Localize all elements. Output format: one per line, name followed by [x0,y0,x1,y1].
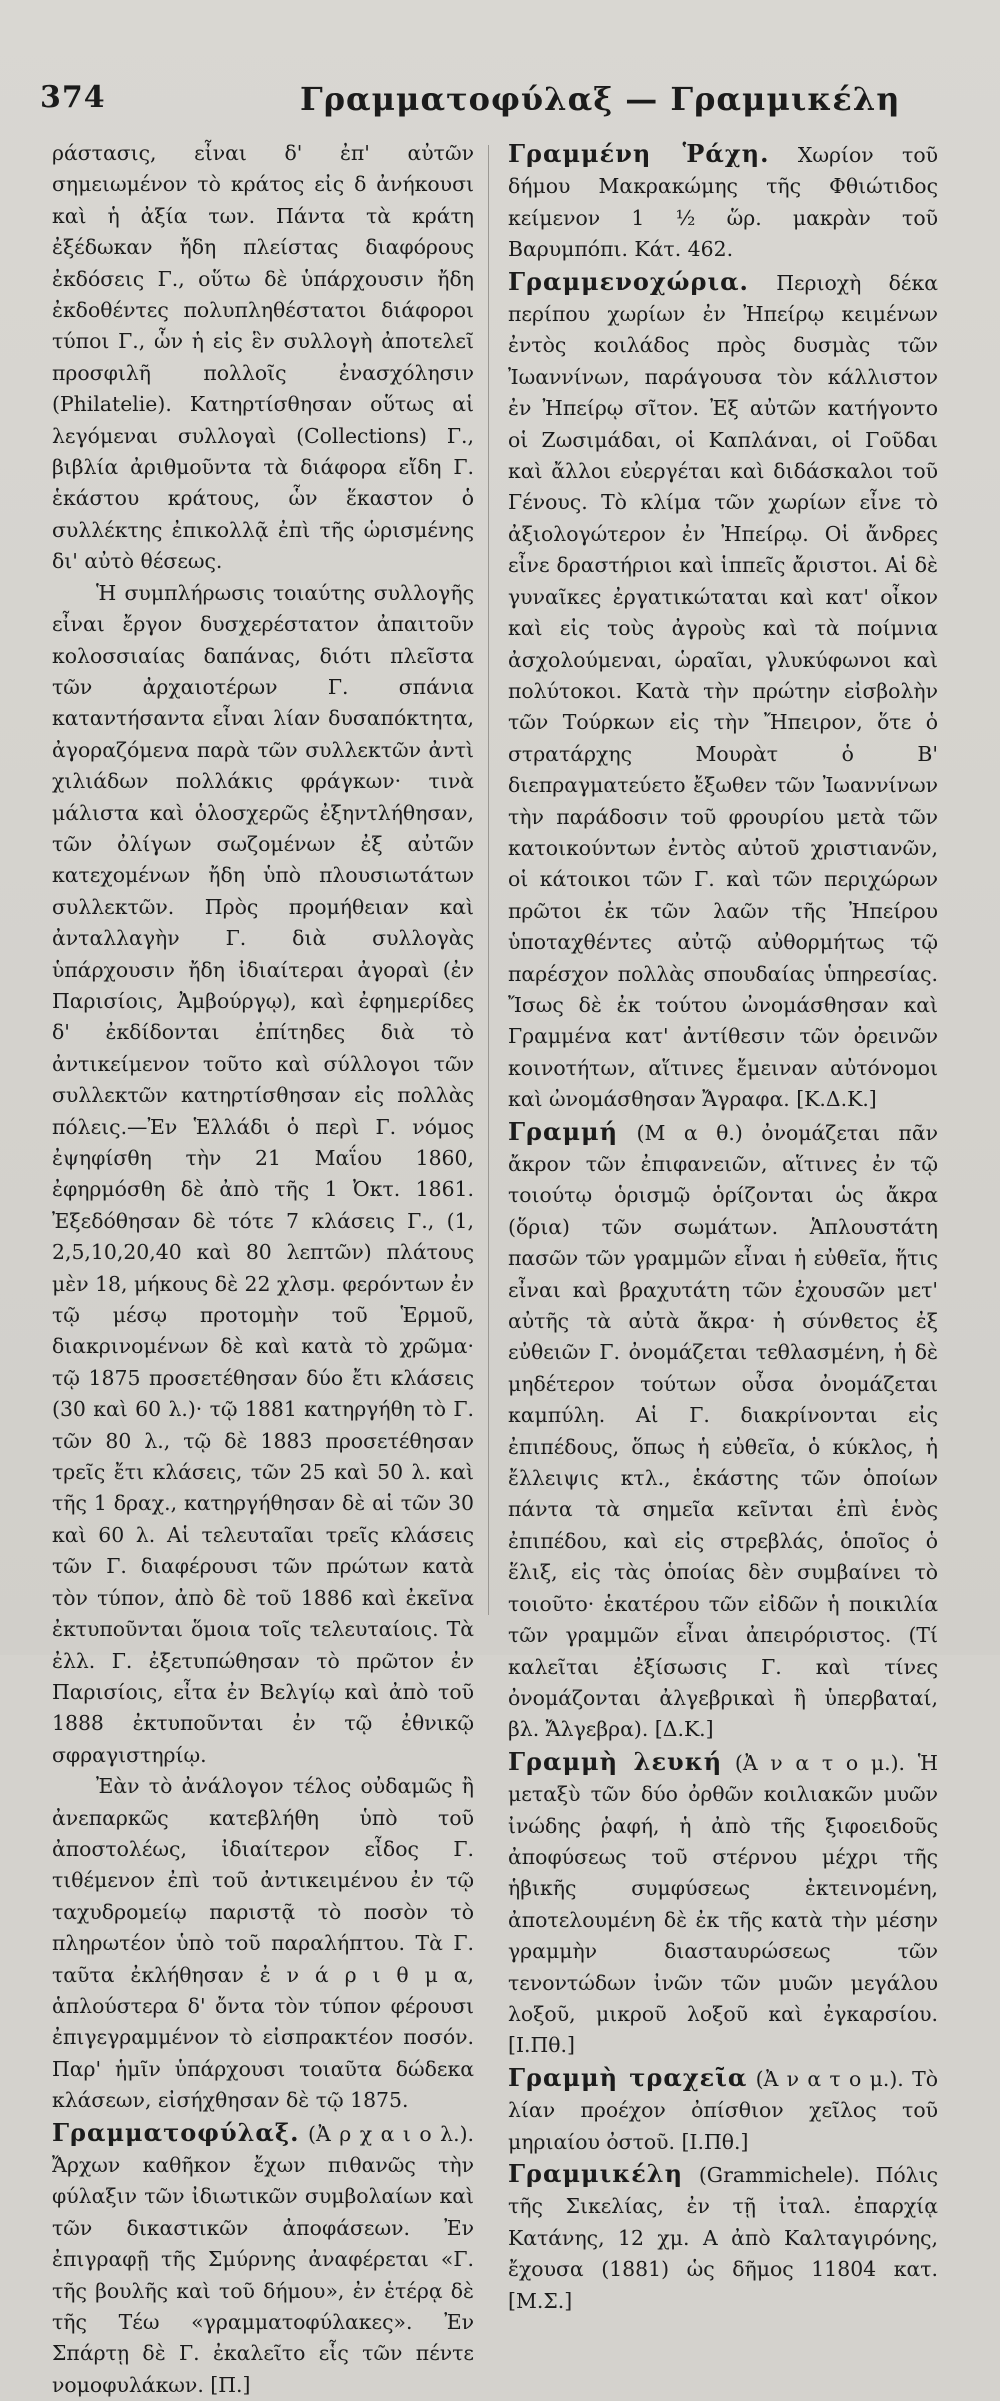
right-column [508,138,938,2317]
page-number: 374 [40,80,106,115]
column-divider [488,145,489,1615]
entry-lemma: Γραμμικέλη [508,2159,684,2188]
entry-lemma: Γραμμὴ λευκή [508,1746,723,1776]
entry-lemma: Γραμμή [508,1116,619,1146]
entry-lemma: Γραμματοφύλαξ. [52,2117,300,2147]
dictionary-entry [508,138,938,266]
entry-lemma: Γραμμενοχώρια. [508,266,749,296]
paragraph: ράστασις, εἶναι δ' ἐπ' αὐτῶν σημειωμένον τὸ κράτος εἰς δ ἀνήκουσι καὶ ἡ ἀξία των. Πάντα τὰ κράτη ἐξέδωκαν ἤδη πλείστας διαφόρους ἐκδόσεις Γ., οὕτω δὲ ὑπάρχουσιν ἤδη ἐκδοθέντες πολυπληθέστατοι διάφοροι τύποι Γ., ὧν ἡ εἰς ἓν συλλογὴ ἀποτελεῖ προσφιλῆ πολλοῖς ἐνασχόλησιν (Philatelie). Κατηρτίσθησαν οὕτως αἱ λεγόμεναι συλλογαὶ (Collections) Γ., βιβλία ἀριθμοῦντα τὰ διάφορα εἴδη Γ. ἑκάστου κράτους, ὧν ἕκαστον ὁ συλλέκτης ἐπικολλᾷ ἐπὶ τῆς ὡρισμένης δι' αὐτὸ θέσεως. [52,141,474,574]
dictionary-entry [508,2158,938,2317]
paragraph: Ἐὰν τὸ ἀνάλογον τέλος οὐδαμῶς ἢ ἀνεπαρκῶς κατεβλήθη ὑπὸ τοῦ ἀποστολέως, ἰδιαίτερον εἶδος Γ. τιθέμενον ἐπὶ τοῦ ἀντικειμένου ἐν τῷ ταχυδρομείῳ παριστᾷ τὸ ποσὸν τὸ πληρωτέον ὑπὸ τοῦ παραλήπτου. Τὰ Γ. ταῦτα ἐκλήθησαν ἐ ν ά ρ ι θ μ α, ἁπλούστερα δ' ὄντα τὸν τύπον φέρουσι ἐπιγεγραμμένον τὸ εἰσπρακτέον ποσόν. Παρ' ἡμῖν ὑπάρχουσι τοιαῦτα δώδεκα κλάσεων, εἰσήχθησαν δὲ τῷ 1875. [52,1774,474,2113]
dictionary-entry [508,266,938,1116]
page-header [40,80,970,130]
entry-body: (Ἀ ν α τ ο μ.). Τὸ λίαν προέχον ὀπίσθιον χεῖλος τοῦ μηριαίου ὀστοῦ. [Ι.Πθ.] [508,2066,938,2154]
entry-body: (Μ α θ.) ὀνομάζεται πᾶν ἄκρον τῶν ἐπιφανειῶν, αἵτινες ἐν τῷ τοιούτῳ ὁρισμῷ ὁρίζονται ὡς ἄκρα (ὅρια) τῶν σωμάτων. Ἁπλουστάτη πασῶν τῶν γραμμῶν εἶναι ἡ εὐθεῖα, ἥτις εἶναι καὶ βραχυτάτη τῶν ἐχουσῶν μετ' αὐτῆς τὰ αὐτὰ ἄκρα· ἡ σύνθετος ἐξ εὐθειῶν Γ. ὀνομάζεται τεθλασμένη, ἡ δὲ μηδέτερον τούτων οὖσα ὀνομάζεται καμπύλη. Αἱ Γ. διακρίνονται εἰς ἐπιπέδους, ὅπως ἡ εὐθεῖα, ὁ κύκλος, ἡ ἔλλειψις κτλ., ἑκάστης τῶν ὁποίων πάντα τὰ σημεῖα κεῖνται ἐπὶ ἑνὸς ἐπιπέδου, καὶ εἰς στρεβλάς, ὁποῖος ὁ ἕλιξ, εἰς τὰς ὁποίας δὲν συμβαίνει τὸ τοιοῦτο· ἑκατέρου τῶν εἰδῶν ἡ ποικιλία τῶν γραμμῶν εἶναι ἀπειρόριστος. (Τί καλεῖται ἐξίσωσις Γ. καὶ τίνες ὀνομάζονται ἀλγεβρικαὶ ἢ ὑπερβαταί, βλ. Ἄλγεβρα). [Δ.Κ.] [508,1120,938,1742]
left-column [52,138,474,2401]
dictionary-entry [508,1746,938,2062]
dictionary-entry [508,1116,938,1746]
dictionary-entry [508,2062,938,2158]
dictionary-entry [52,2117,474,2401]
entry-body: (Grammichele). Πόλις τῆς Σικελίας, ἐν τῇ ἰταλ. ἐπαρχίᾳ Κατάνης, 12 χμ. Α ἀπὸ Καλταγιρόνης, ἔχουσα (1881) ὡς δῆμος 11804 κατ. [Μ.Σ.] [508,2163,938,2313]
entry-body: (Ἀ ρ χ α ι ο λ.). Ἄρχων καθῆκον ἔχων πιθανῶς τὴν φύλαξιν τῶν ἰδιωτικῶν συμβολαίων καὶ τῶν δικαστικῶν ἀποφάσεων. Ἐν ἐπιγραφῇ τῆς Σμύρνης ἀναφέρεται «Γ. τῆς βουλῆς καὶ τοῦ δήμου», ἐν ἑτέρᾳ δὲ τῆς Τέω «γραμματοφύλακες». Ἐν Σπάρτῃ δὲ Γ. ἐκαλεῖτο εἷς τῶν πέντε νομοφυλάκων. [Π.] [52,2121,475,2397]
entry-lemma: Γραμμένη Ῥάχη. [508,139,770,168]
entry-body: Περιοχὴ δέκα περίπου χωρίων ἐν Ἠπείρῳ κειμένων ἐντὸς κοιλάδος πρὸς δυσμὰς τῶν Ἰωαννίνων, παράγουσα τὸν κάλλιστον ἐν Ἠπείρῳ σῖτον. Ἐξ αὐτῶν κατήγοντο οἱ Ζωσιμάδαι, οἱ Καπλάναι, οἱ Γοῦδαι καὶ ἄλλοι εὐεργέται καὶ διδάσκαλοι τοῦ Γένους. Τὸ κλίμα τῶν χωρίων εἶνε τὸ ἀξιολογώτερον ἐν Ἠπείρῳ. Οἱ ἄνδρες εἶνε δραστήριοι καὶ ἱππεῖς ἄριστοι. Αἱ δὲ γυναῖκες ἐργατικώταται καὶ κατ' οἶκον καὶ εἰς τοὺς ἀγροὺς καὶ τὰ ποίμνια ἀσχολούμεναι, ὡραῖαι, γλυκύφωνοι καὶ πολύτοκοι. Κατὰ τὴν πρώτην εἰσβολὴν τῶν Τούρκων εἰς τὴν Ἤπειρον, ὅτε ὁ στρατάρχης Μουρὰτ ὁ Β' διεπραγματεύετο ἔξωθεν τῶν Ἰωαννίνων τὴν παράδοσιν τοῦ φρουρίου μετὰ τῶν κατοικούντων ἐντὸς αὐτοῦ χριστιανῶν, οἱ κάτοικοι τῶν Γ. καὶ τῶν περιχώρων πρῶτοι ἐκ τῶν λαῶν τῆς Ἠπείρου ὑποταχθέντες αὐτῷ αὐθορμήτως τῷ παρέσχον πολλὰς σπουδαίας ὑπηρεσίας. Ἴσως δὲ ἐκ τούτου ὠνομάσθησαν καὶ Γραμμένα κατ' ἀντίθεσιν τῶν ὀρεινῶν κοινοτήτων, αἵτινες ἔμειναν αὐτόνομοι καὶ ὠνομάσθησαν Ἄγραφα. [Κ.Δ.Κ.] [508,270,939,1112]
entry-lemma: Γραμμὴ τραχεῖα [508,2062,748,2092]
paragraph: Ἡ συμπλήρωσις τοιαύτης συλλογῆς εἶναι ἔργον δυσχερέστατον ἀπαιτοῦν κολοσσιαίας δαπάνας, διότι πλεῖστα τῶν ἀρχαιοτέρων Γ. σπάνια καταντήσαντα εἶναι λίαν δυσαπόκτητα, ἀγοραζόμενα παρὰ τῶν συλλεκτῶν ἀντὶ χιλιάδων πολλάκις φράγκων· τινὰ μάλιστα καὶ ὁλοσχερῶς ἐξηντλήθησαν, τῶν ὀλίγων σωζομένων ἐξ αὐτῶν κατεχομένων ἤδη ὑπὸ πλουσιωτάτων συλλεκτῶν. Πρὸς προμήθειαν καὶ ἀνταλλαγὴν Γ. διὰ συλλογὰς ὑπάρχουσιν ἤδη ἰδιαίτεραι ἀγοραὶ (ἐν Παρισίοις, Ἀμβούργῳ), καὶ ἐφημερίδες δ' ἐκδίδονται ἐπίτηδες διὰ τὸ ἀντικείμενον τοῦτο καὶ σύλλογοι τῶν συλλεκτῶν κατηρτίσθησαν εἰς πολλὰς πόλεις.—Ἐν Ἑλλάδι ὁ περὶ Γ. νόμος ἐψηφίσθη τὴν 21 Μαΐου 1860, ἐφηρμόσθη δὲ ἀπὸ τῆς 1 Ὀκτ. 1861. Ἐξεδόθησαν δὲ τότε 7 κλάσεις Γ., (1, 2,5,10,20,40 καὶ 80 λεπτῶν) πλάτους μὲν 18, μήκους δὲ 22 χλσμ. φερόντων ἐν τῷ μέσῳ προτομὴν τοῦ Ἑρμοῦ, διακρινομένων δὲ καὶ κατὰ τὸ χρῶμα· τῷ 1875 προσετέθησαν δύο ἔτι κλάσεις (30 καὶ 60 λ.)· τῷ 1881 κατηργήθη τὸ Γ. τῶν 80 λ., τῷ δὲ 1883 προσετέθησαν τρεῖς ἔτι κλάσεις, τῶν 25 καὶ 50 λ. καὶ τῆς 1 δραχ., κατηργήθησαν δὲ αἱ τῶν 30 καὶ 60 λ. Αἱ τελευταῖαι τρεῖς κλάσεις τῶν Γ. διαφέρουσι τῶν πρώτων κατὰ τὸν τύπον, ἀπὸ δὲ τοῦ 1886 καὶ ἐκεῖνα ἐκτυποῦνται ὅμοια τοῖς τελευταίοις. Τὰ ἐλλ. Γ. ἐξετυπώθησαν τὸ πρῶτον ἐν Παρισίοις, εἶτα ἐν Βελγίῳ καὶ ἀπὸ τοῦ 1888 ἐκτυποῦνται ἐν τῷ ἐθνικῷ σφραγιστηρίῳ. [52,580,474,1767]
entry-body: (Ἀ ν α τ ο μ.). Ἡ μεταξὺ τῶν δύο ὀρθῶν κοιλιακῶν μυῶν ἰνώδης ῥαφή, ἡ ἀπὸ τῆς ξιφοειδοῦς ἀποφύσεως τοῦ στέρνου μέχρι τῆς ἡβικῆς συμφύσεως ἐκτεινομένη, ἀποτελουμένη δὲ ἐκ τῆς κατὰ τὴν μέσην γραμμὴν διασταυρώσεως τῶν τενοντώδων ἰνῶν τῶν μυῶν μεγάλου λοξοῦ, μικροῦ λοξοῦ καὶ ἐγκαρσίου. [Ι.Πθ.] [508,1750,938,2058]
running-head: Γραμματοφύλαξ — Γραμμικέλη [300,80,901,118]
entry-body: Χωρίον τοῦ δήμου Μακρακώμης τῆς Φθιώτιδος κείμενον 1 ½ ὥρ. μακρὰν τοῦ Βαρυμπόπι. Κάτ. 462. [508,143,938,262]
